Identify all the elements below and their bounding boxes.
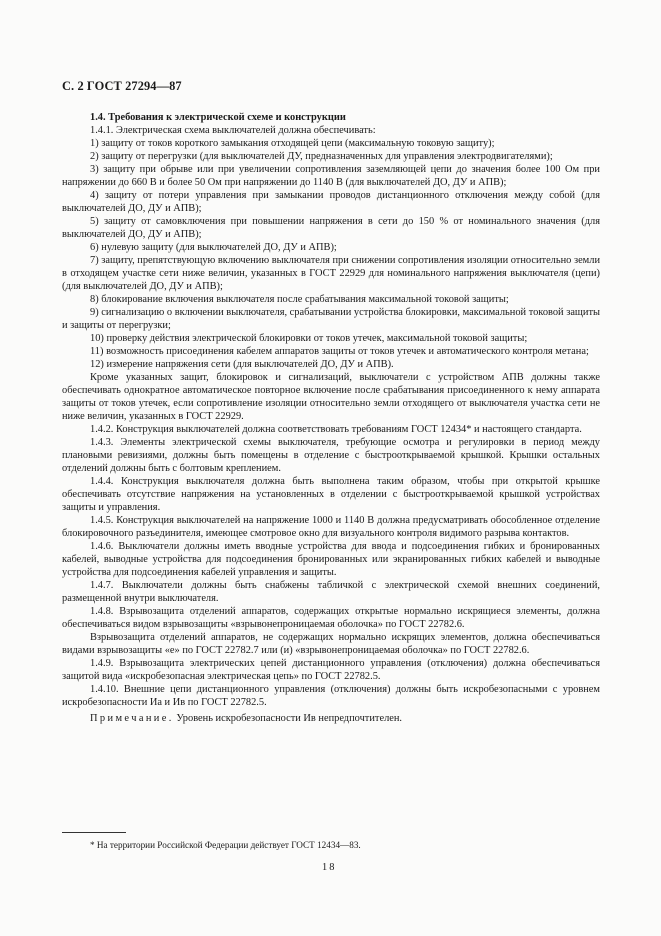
paragraph: 12) измерение напряжения сети (для выключателей ДО, ДУ и АПВ). [90, 359, 394, 370]
paragraph: 1.4.4. Конструкция выключателя должна быть выполнена таким образом, чтобы при открытой крышке обеспечивать отсутствие напряжения на установленных в отделении с быстрооткрываемой крышкой устройствах защиты и управления. [62, 476, 600, 513]
paragraph: Взрывозащита отделений аппаратов, не содержащих нормально искрящих элементов, должна обеспечиваться видами взрывозащиты «е» по ГОСТ 22782.7 или (и) «взрывонепроницаемая оболочка» по ГОСТ 22782.6. [62, 632, 600, 656]
paragraph: 1.4.9. Взрывозащита электрических цепей дистанционного управления (отключения) должна обеспечиваться защитой вида «искробезопасная электрическая цепь» по ГОСТ 22782.5. [62, 658, 600, 682]
paragraph: 1.4.6. Выключатели должны иметь вводные устройства для ввода и подсоединения гибких и бронированных кабелей, выводные устройства для подсоединения бронированных или экранированных гибких кабелей и выводные устройства для подсоединения кабелей управления и защиты. [62, 541, 600, 578]
paragraph: 1.4.8. Взрывозащита отделений аппаратов, содержащих открытые нормально искрящиеся элементы, должна обеспечиваться видом взрывозащиты «взрывонепроницаемая оболочка» по ГОСТ 22782.6. [62, 606, 600, 630]
paragraph: 4) защиту от потери управления при замыкании проводов дистанционного отключения между собой (для выключателей ДО, ДУ и АПВ); [62, 190, 600, 214]
paragraph: 1) защиту от токов короткого замыкания отходящей цепи (максимальную токовую защиту); [90, 138, 495, 149]
paragraph: 1.4.2. Конструкция выключателей должна соответствовать требованиям ГОСТ 12434* и настоящего стандарта. [90, 424, 582, 435]
page-number: 18 [322, 862, 337, 873]
paragraph: 3) защиту при обрыве или при увеличении сопротивления заземляющей цепи до значения более 100 Ом при напряжении до 660 В и более 50 Ом при напряжении до 1140 В (для выключателей ДО, ДУ и АПВ); [62, 164, 600, 188]
paragraph: 7) защиту, препятствующую включению выключателя при снижении сопротивления изоляции относительно земли в отходящем участке сети ниже величин, указанных в ГОСТ 22929 для номинального напряжения выключателя (цепи) (для выключателей ДО, ДУ и АПВ); [62, 255, 601, 292]
note [62, 712, 600, 725]
paragraph: 10) проверку действия электрической блокировки от токов утечек, максимальной токовой защиты; [90, 333, 528, 344]
note-label: Примечание. [90, 713, 174, 724]
page-header: С. 2 ГОСТ 27294—87 [62, 79, 182, 93]
document-body [62, 111, 600, 725]
paragraph: 1.4.1. Электрическая схема выключателей должна обеспечивать: [90, 125, 376, 136]
paragraph: 2) защиту от перегрузки (для выключателей ДУ, предназначенных для управления электродвигателями); [90, 151, 553, 162]
paragraph: 11) возможность присоединения кабелем аппаратов защиты от токов утечек и автоматического контроля метана; [90, 346, 589, 357]
paragraph: 1.4.5. Конструкция выключателей на напряжение 1000 и 1140 В должна предусматривать обособленное отделение блокировочного разъединителя, имеющее смотровое окно для визуального контроля видимого разрыва контактов. [62, 515, 600, 539]
paragraph: 1.4.10. Внешние цепи дистанционного управления (отключения) должны быть искробезопасными с уровнем искробезопасности Иа и Ив по ГОСТ 22782.5. [62, 684, 600, 708]
paragraph: 6) нулевую защиту (для выключателей ДО, ДУ и АПВ); [90, 242, 337, 253]
paragraph: 8) блокирование включения выключателя после срабатывания максимальной токовой защиты; [90, 294, 509, 305]
paragraph: 1.4.3. Элементы электрической схемы выключателя, требующие осмотра и регулировки в период между плановыми ревизиями, должны быть помещены в отделение с быстрооткрываемой крышкой. Крышки остальных отделений должны быть с болтовым креплением. [62, 437, 600, 474]
note-text: Уровень искробезопасности Ив непредпочтителен. [173, 713, 403, 724]
footnote: * На территории Российской Федерации действует ГОСТ 12434—83. [90, 840, 361, 850]
paragraph: Кроме указанных защит, блокировок и сигнализаций, выключатели с устройством АПВ должны также обеспечивать однократное автоматическое повторное включение после срабатывания присоединенного к нему аппарата защиты от токов утечек, если сопротивление изоляции относительно земли отходящего от выключателя участка сети не ниже величин, указанных в ГОСТ 22929. [62, 372, 600, 422]
paragraph: 9) сигнализацию о включении выключателя, срабатывании устройства блокировки, максимальной токовой защиты и защиты от перегрузки; [62, 307, 601, 331]
section-title: 1.4. Требования к электрической схеме и конструкции [90, 112, 346, 123]
footnote-divider [62, 832, 126, 833]
paragraph: 5) защиту от самовключения при повышении напряжения в сети до 150 % от номинального значения (для выключателей ДО, ДУ и АПВ); [62, 216, 600, 240]
paragraph: 1.4.7. Выключатели должны быть снабжены табличкой с электрической схемой внешних соединений, размещенной внутри выключателя. [62, 580, 600, 604]
